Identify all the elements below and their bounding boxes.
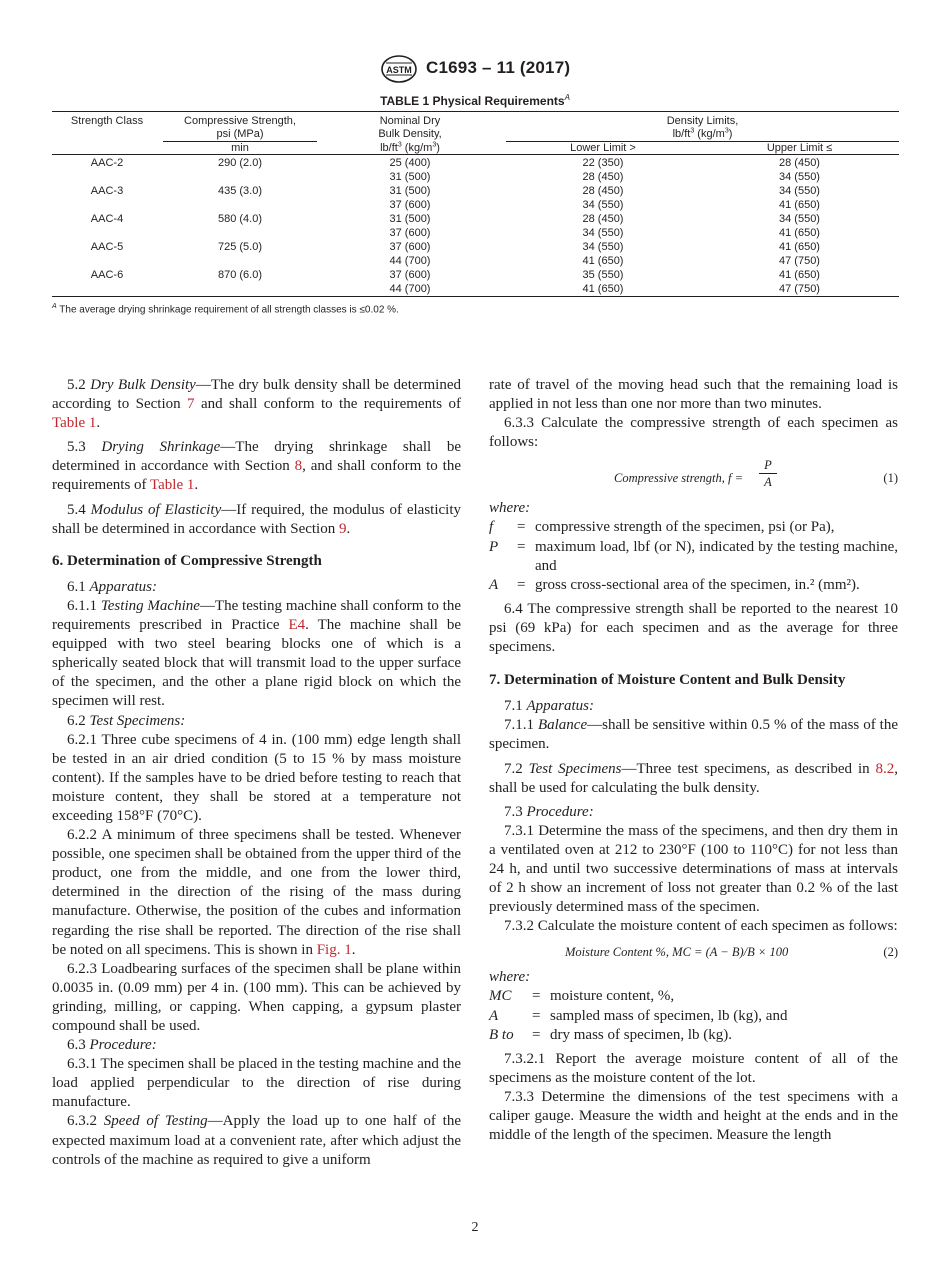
section-6-4: 6.4 The compressive strength shall be reported to the nearest 10 psi (69 kPa) for each specimen and as the average for three specimens.: [489, 600, 898, 656]
table-cell-lower: 28 (450): [582, 171, 624, 183]
equation-2: [489, 940, 898, 962]
section-6-3-3: 6.3.3 Calculate the compressive strength of each specimen as follows:: [489, 415, 898, 451]
table-cell-upper: 34 (550): [779, 171, 820, 183]
definition-item: [489, 576, 898, 595]
page-header: [0, 54, 950, 86]
definition-eq: =: [532, 1007, 541, 1024]
table-cell-upper: 41 (650): [779, 241, 820, 253]
document-designation: C1693 – 11 (2017): [426, 58, 571, 77]
definition-eq: =: [532, 1026, 541, 1043]
table-cell-lower: 41 (650): [582, 283, 624, 295]
equation-1-label: Compressive strength, f =: [614, 471, 744, 486]
equation-1: [489, 457, 898, 493]
header-compressive-min: min: [231, 142, 249, 154]
table-cell-cls: AAC-2: [90, 157, 124, 169]
definition-item: [489, 518, 898, 537]
header-lower-limit: Lower Limit >: [570, 142, 636, 154]
definition-item: [489, 1026, 898, 1045]
table-cell-cls: AAC-6: [90, 269, 124, 281]
definition-eq: =: [517, 538, 526, 555]
table-cell-upper: 47 (750): [779, 255, 820, 267]
table-cell-upper: 47 (750): [779, 283, 820, 295]
definition-eq: =: [517, 519, 526, 536]
section-7-1: 7.1 Apparatus:: [504, 698, 594, 715]
equation-2-text: Moisture Content %, MC = (A − B)/B × 100: [565, 945, 789, 960]
definition-item: [489, 538, 898, 576]
right-column: [489, 376, 898, 1145]
table-title: [0, 93, 950, 108]
definition-txt: compressive strength of the specimen, psi (or Pa),: [535, 519, 835, 536]
header-strength-class: Strength Class: [70, 115, 144, 127]
table-top-rule: [52, 111, 899, 112]
definition-eq: =: [517, 576, 526, 593]
table-bottom-rule: [52, 296, 899, 297]
definition-sym: f: [489, 519, 494, 536]
table-cell-upper: 41 (650): [779, 199, 820, 211]
table-cell-upper: 34 (550): [779, 185, 820, 197]
header-density-1: Density Limits,: [666, 115, 739, 127]
section-7-3-3: 7.3.3 Determine the dimensions of the test specimens with a caliper gauge. Measure the width and height at the ends and in the middle of the length of the specimen. Measure the length: [489, 1088, 898, 1144]
header-upper-limit: Upper Limit ≤: [766, 142, 833, 154]
section-6-3-2-continued: rate of travel of the moving head such that the remaining load is applied in not less than one nor more than two minutes.: [489, 377, 898, 413]
equation-2-number: (2): [883, 945, 898, 960]
table-cell-comp: 580 (4.0): [217, 213, 263, 225]
definition-item: [489, 987, 898, 1006]
section-7-3-1: 7.3.1 Determine the mass of the specimens, and then dry them in a ventilated oven at 212 to 230°F (100 to 110°C) for not less than 24 h, and until two successive determinations of mass at intervals of 2 h show an increment of loss not greater than 0.2 % of the last previously determined mass of the specimen.: [489, 822, 898, 916]
table-cell-cls: AAC-3: [90, 185, 124, 197]
definition-txt: moisture content, %,: [550, 988, 675, 1005]
section-7-3: 7.3 Procedure:: [504, 803, 594, 820]
table-title-text: TABLE 1 Physical Requirements: [380, 94, 565, 108]
table-cell-comp: 870 (6.0): [217, 269, 263, 281]
section-6-3: 6.3 Procedure:: [67, 1037, 157, 1054]
definition-sym: A: [489, 576, 499, 593]
table-cell-cls: AAC-5: [90, 241, 124, 253]
table-cell-upper: 41 (650): [779, 269, 820, 281]
section-7-3-2: 7.3.2 Calculate the moisture content of each specimen as follows:: [504, 918, 898, 935]
table-cell-upper: 34 (550): [779, 213, 820, 225]
table-cell-lower: 28 (450): [582, 185, 624, 197]
definition-sym: P: [489, 538, 499, 555]
table-cell-nominal: 44 (700): [389, 255, 431, 267]
section-6-2-2: 6.2.2 A minimum of three specimens shall be tested. Whenever possible, one specimen shall be obtained from the upper third of the product, one from the middle, and one from the lower third, determined in the direction of the rising of the mass during manufacture. Otherwise, the position of the cubes and information regarding the rise shall be reported. The direction of the rise shall be noted on all specimens. This is shown in Fig. 1.: [52, 827, 461, 958]
link-section-7[interactable]: 7: [187, 396, 195, 413]
where-label-1: where:: [489, 500, 531, 517]
section-7-3-2-1: 7.3.2.1 Report the average moisture content of all of the specimens as the moisture content of the lot.: [489, 1050, 898, 1086]
definitions-equation-1: [489, 518, 898, 594]
section-6-2: 6.2 Test Specimens:: [67, 712, 186, 729]
table-cell-lower: 34 (550): [582, 199, 624, 211]
table-cell-nominal: 37 (600): [389, 199, 431, 211]
table-cell-nominal: 37 (600): [389, 241, 431, 253]
link-section-9[interactable]: 9: [338, 520, 347, 537]
table-title-footnote-mark: A: [564, 93, 570, 102]
page-number: 2: [471, 1220, 479, 1235]
equation-1-number: (1): [883, 471, 898, 486]
table-cell-nominal: 25 (400): [389, 157, 431, 169]
table-cell-cls: AAC-4: [90, 213, 124, 225]
table-cell-comp: 290 (2.0): [217, 157, 263, 169]
table-cell-lower: 34 (550): [582, 227, 624, 239]
definition-sym: A: [489, 1007, 499, 1024]
table-cell-nominal: 31 (500): [389, 185, 431, 197]
table-cell-nominal: 37 (600): [389, 269, 431, 281]
table-cell-comp: 435 (3.0): [217, 185, 263, 197]
definition-txt: dry mass of specimen, lb (kg).: [550, 1026, 733, 1043]
header-compressive-1: Compressive Strength,: [184, 115, 296, 127]
svg-text:ASTM: ASTM: [386, 65, 412, 75]
link-table-1[interactable]: Table 1: [52, 415, 97, 432]
section-5-3: 5.3 Drying Shrinkage—The drying shrinkage shall be determined in accordance with Section 8, and shall conform to the requirements of Table 1.: [52, 439, 461, 494]
heading-section-6: 6. Determination of Compressive Strength: [52, 552, 322, 569]
table-cell-nominal: 37 (600): [389, 227, 431, 239]
astm-logo-icon: [380, 54, 418, 84]
link-fig-1[interactable]: Fig. 1: [316, 941, 352, 958]
section-5-4: 5.4 Modulus of Elasticity—If required, the modulus of elasticity shall be determined in accordance with Section 9.: [52, 501, 462, 537]
section-6-2-3: 6.2.3 Loadbearing surfaces of the specimen shall be plane within 0.0035 in. (0.09 mm) per 4 in. (100 mm). This can be achieved by grinding, milling, or capping. When capping, a gypsum plaster compound shall be used.: [52, 960, 461, 1034]
link-practice-e4[interactable]: E4: [288, 617, 306, 634]
link-section-8-2[interactable]: 8.2: [875, 760, 895, 777]
section-6-2-1: 6.2.1 Three cube specimens of 4 in. (100 mm) edge length shall be tested in an air dried condition (5 to 15 % by mass moisture content). If the samples have to be dried before testing to reach that moisture content, they shall be stored at a temperature not exceeding 158°F (70°C).: [52, 731, 461, 824]
header-nominal-3: $lb/ft^3$ $(kg/m^3)$: [380, 141, 440, 154]
table-cell-upper: 28 (450): [779, 157, 820, 169]
section-6-3-2: 6.3.2 Speed of Testing—Apply the load up to one half of the expected maximum load at a convenient rate, after which adjust the controls of the machine as required to give a uniform: [52, 1113, 461, 1168]
table-cell-lower: 22 (350): [582, 157, 624, 169]
table-cell-lower: 28 (450): [582, 213, 624, 225]
definition-txt: maximum load, lbf (or N), indicated by the testing machine, and: [535, 538, 898, 574]
link-table-1[interactable]: Table 1: [150, 477, 195, 494]
table-cell-lower: 35 (550): [582, 269, 624, 281]
where-label-2: where:: [489, 969, 531, 986]
table-cell-comp: 725 (5.0): [217, 241, 263, 253]
table-cell-lower: 41 (650): [582, 255, 624, 267]
section-6-1: 6.1 Apparatus:: [67, 578, 157, 595]
header-density-2: $lb/ft^3$ $(kg/m^3)$: [672, 127, 733, 140]
table-cell-nominal: 44 (700): [389, 283, 431, 295]
equation-1-denominator: A: [764, 475, 772, 490]
section-5-2: 5.2 Dry Bulk Density—The dry bulk density shall be determined according to Section 7 and shall conform to the requirements of Table 1.: [52, 377, 462, 432]
link-section-8[interactable]: 8: [294, 458, 303, 475]
definition-txt: sampled mass of specimen, lb (kg), and: [550, 1007, 788, 1024]
section-6-1-1: 6.1.1 Testing Machine—The testing machine shall conform to the requirements prescribed in Practice E4. The machine shall be equipped with two steel bearing blocks one of which is a spherically seated block that will transmit load to the upper surface of the specimen, and the other a plane rigid block on which the specimen will rest.: [52, 597, 462, 710]
header-compressive-2: psi (MPa): [216, 128, 264, 140]
definition-sym: B to: [489, 1026, 514, 1043]
section-6-3-1: 6.3.1 The specimen shall be placed in the testing machine and the load applied perpendicular to the direction of rise during manufacture.: [52, 1056, 461, 1111]
header-nominal-2: Bulk Density,: [378, 128, 442, 140]
definition-eq: =: [532, 988, 541, 1005]
definition-item: [489, 1007, 898, 1026]
section-7-1-1: 7.1.1 Balance—shall be sensitive within 0.5 % of the mass of the specimen.: [489, 717, 898, 753]
table-cell-upper: 41 (650): [779, 227, 820, 239]
table-cell-lower: 34 (550): [582, 241, 624, 253]
section-7-2: 7.2 Test Specimens—Three test specimens, as described in 8.2, shall be used for calculating the bulk density.: [489, 760, 898, 796]
definition-sym: MC: [489, 988, 512, 1005]
definition-txt: gross cross-sectional area of the specimen, in.² (mm²).: [535, 576, 860, 593]
table-footnote: $^A$ The average drying shrinkage requirement of all strength classes is ≤0.02 %.: [52, 303, 399, 316]
definitions-equation-2: [489, 987, 898, 1044]
table-cell-nominal: 31 (500): [389, 213, 431, 225]
equation-1-numerator: P: [759, 457, 777, 474]
header-nominal-1: Nominal Dry: [379, 115, 441, 127]
table-cell-nominal: 31 (500): [389, 171, 431, 183]
equation-1-fraction: [759, 457, 777, 490]
left-column: [52, 376, 461, 1170]
heading-section-7: 7. Determination of Moisture Content and Bulk Density: [489, 672, 846, 689]
